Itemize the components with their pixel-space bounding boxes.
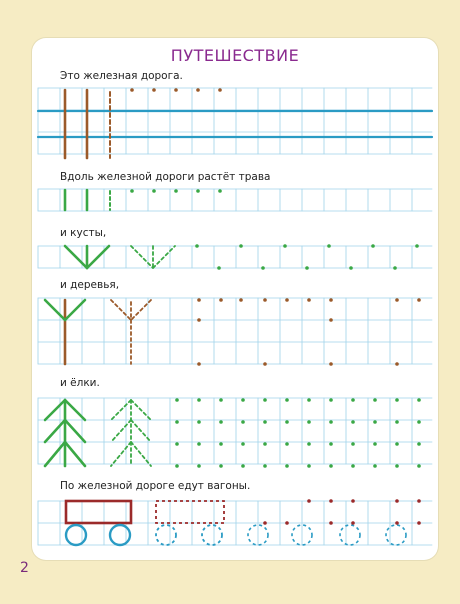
fir-branch bbox=[45, 442, 65, 466]
fir-branch-dashed bbox=[111, 442, 131, 466]
fir-dot bbox=[197, 398, 201, 402]
tree-dot bbox=[197, 362, 201, 366]
wagon-dot bbox=[417, 521, 421, 525]
fir-dot bbox=[329, 464, 333, 468]
bush-dot bbox=[195, 244, 199, 248]
wagon-dot bbox=[329, 499, 333, 503]
fir-dot bbox=[263, 398, 267, 402]
fir-dot bbox=[175, 464, 179, 468]
fir-dot bbox=[351, 398, 355, 402]
bush-stroke bbox=[87, 246, 109, 268]
fir-dot bbox=[329, 398, 333, 402]
fir-dot bbox=[417, 464, 421, 468]
caption-trees: и деревья, bbox=[60, 279, 120, 291]
railway-dot bbox=[218, 88, 222, 92]
fir-dot bbox=[285, 442, 289, 446]
fir-dot bbox=[219, 398, 223, 402]
fir-dot bbox=[395, 420, 399, 424]
fir-dot bbox=[373, 442, 377, 446]
wagon-body bbox=[66, 501, 131, 523]
fir-dot bbox=[285, 420, 289, 424]
fir-dot bbox=[395, 464, 399, 468]
wagon-wheel-dashed bbox=[340, 525, 360, 545]
fir-dot bbox=[263, 464, 267, 468]
railway-dot bbox=[152, 88, 156, 92]
tree-dot bbox=[219, 298, 223, 302]
wagon-wheel-dashed bbox=[386, 525, 406, 545]
railway-dot bbox=[174, 88, 178, 92]
fir-branch-dashed bbox=[111, 420, 131, 442]
bush-dot bbox=[261, 266, 265, 270]
fir-dot bbox=[241, 442, 245, 446]
bush-dot bbox=[415, 244, 419, 248]
bush-stroke-dashed bbox=[153, 246, 175, 268]
wagon-dot bbox=[395, 521, 399, 525]
fir-dot bbox=[285, 464, 289, 468]
fir-dot bbox=[197, 464, 201, 468]
fir-dot bbox=[307, 398, 311, 402]
bush-dot bbox=[327, 244, 331, 248]
tree-dot bbox=[417, 298, 421, 302]
fir-dot bbox=[351, 442, 355, 446]
tree-dot bbox=[197, 318, 201, 322]
fir-dot bbox=[307, 464, 311, 468]
grass-dot bbox=[130, 189, 134, 193]
bush-dot bbox=[393, 266, 397, 270]
fir-dot bbox=[307, 420, 311, 424]
bush-dot bbox=[239, 244, 243, 248]
fir-dot bbox=[373, 398, 377, 402]
bush-stroke bbox=[65, 246, 87, 268]
tree-dot bbox=[329, 362, 333, 366]
bush-stroke-dashed bbox=[131, 246, 153, 268]
fir-dot bbox=[175, 442, 179, 446]
fir-dot bbox=[351, 420, 355, 424]
fir-dot bbox=[219, 464, 223, 468]
wagon-dot bbox=[263, 521, 267, 525]
wagon-dot bbox=[351, 521, 355, 525]
wagon-wheel bbox=[66, 525, 86, 545]
fir-branch bbox=[45, 420, 65, 442]
grass-dot bbox=[196, 189, 200, 193]
fir-dot bbox=[417, 398, 421, 402]
tree-dot bbox=[329, 318, 333, 322]
tree-branch bbox=[45, 300, 65, 320]
fir-dot bbox=[241, 398, 245, 402]
wagon-wheel bbox=[110, 525, 130, 545]
fir-dot bbox=[241, 464, 245, 468]
fir-dot bbox=[263, 420, 267, 424]
fir-dot bbox=[241, 420, 245, 424]
fir-dot bbox=[417, 442, 421, 446]
fir-dot bbox=[197, 442, 201, 446]
tree-dot bbox=[329, 298, 333, 302]
fir-dot bbox=[285, 398, 289, 402]
page-number: 2 bbox=[20, 560, 29, 576]
fir-dot bbox=[175, 398, 179, 402]
fir-dot bbox=[395, 442, 399, 446]
fir-dot bbox=[263, 442, 267, 446]
wagon-dot bbox=[307, 499, 311, 503]
wagon-dot bbox=[395, 499, 399, 503]
wagon-wheel-dashed bbox=[156, 525, 176, 545]
caption-bushes: и кусты, bbox=[60, 227, 107, 239]
caption-fir-trees: и ёлки. bbox=[60, 377, 100, 389]
tree-dot bbox=[285, 298, 289, 302]
fir-dot bbox=[373, 464, 377, 468]
fir-dot bbox=[219, 442, 223, 446]
grass-dot bbox=[218, 189, 222, 193]
fir-branch bbox=[45, 400, 65, 420]
tree-dot bbox=[263, 298, 267, 302]
fir-dot bbox=[329, 420, 333, 424]
tree-dot bbox=[239, 298, 243, 302]
wagon-dot bbox=[417, 499, 421, 503]
grass-dot bbox=[152, 189, 156, 193]
fir-dot bbox=[219, 420, 223, 424]
wagon-dot bbox=[351, 499, 355, 503]
fir-dot bbox=[175, 420, 179, 424]
wagon-wheel-dashed bbox=[202, 525, 222, 545]
fir-dot bbox=[417, 420, 421, 424]
tree-dot bbox=[395, 298, 399, 302]
railway-dot bbox=[196, 88, 200, 92]
bush-dot bbox=[371, 244, 375, 248]
tree-dot bbox=[197, 298, 201, 302]
fir-dot bbox=[307, 442, 311, 446]
tree-dot bbox=[395, 362, 399, 366]
fir-dot bbox=[351, 464, 355, 468]
fir-dot bbox=[329, 442, 333, 446]
bush-dot bbox=[283, 244, 287, 248]
fir-dot bbox=[197, 420, 201, 424]
tree-branch-dashed bbox=[111, 300, 131, 320]
caption-railway: Это железная дорога. bbox=[60, 70, 183, 82]
wagon-dot bbox=[329, 521, 333, 525]
bush-dot bbox=[349, 266, 353, 270]
page-title: ПУТЕШЕСТВИЕ bbox=[170, 46, 300, 65]
grass-dot bbox=[174, 189, 178, 193]
caption-wagons: По железной дороге едут вагоны. bbox=[60, 480, 251, 492]
fir-dot bbox=[373, 420, 377, 424]
tree-dot bbox=[307, 298, 311, 302]
tree-dot bbox=[263, 362, 267, 366]
bush-dot bbox=[217, 266, 221, 270]
fir-dot bbox=[395, 398, 399, 402]
bush-dot bbox=[305, 266, 309, 270]
fir-branch-dashed bbox=[111, 400, 131, 420]
railway-dot bbox=[130, 88, 134, 92]
wagon-dot bbox=[285, 521, 289, 525]
caption-grass: Вдоль железной дороги растёт трава bbox=[60, 171, 271, 183]
